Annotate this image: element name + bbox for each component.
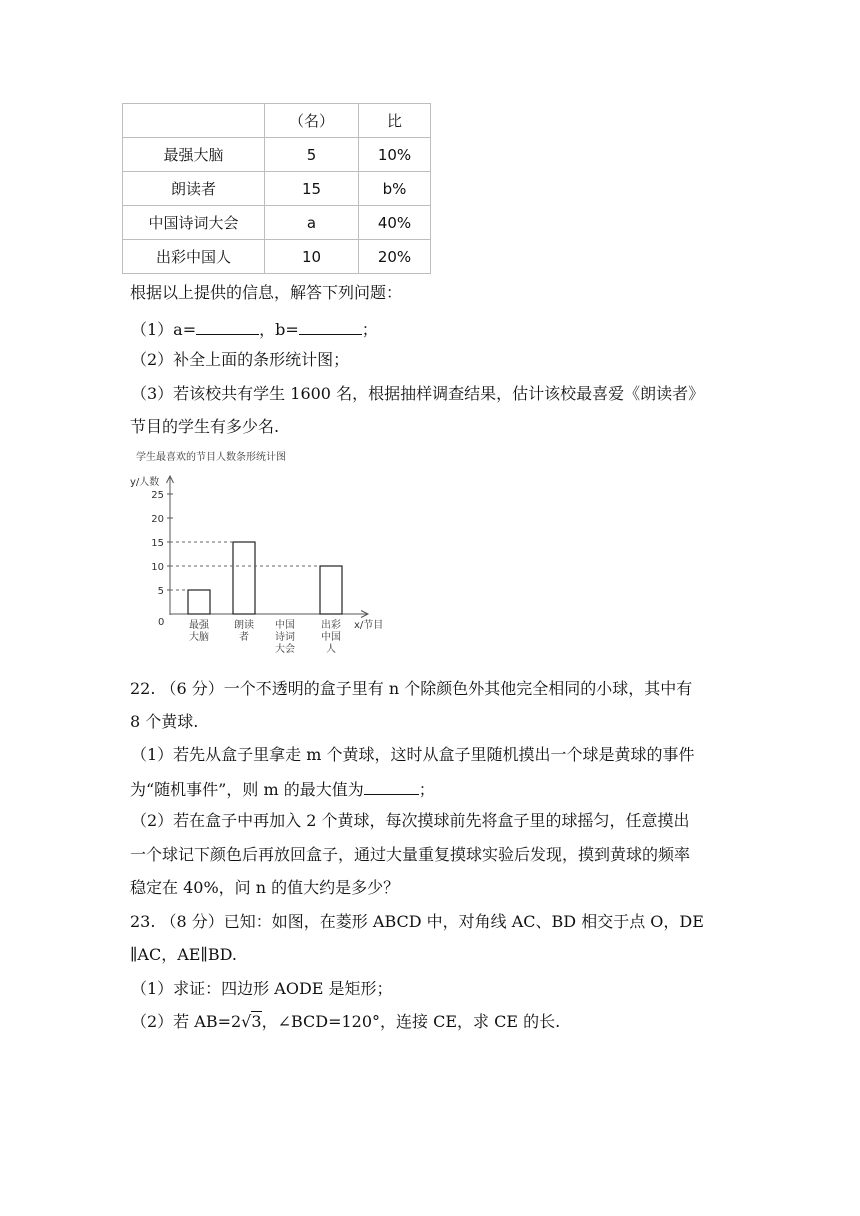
q21-part1-end: ；	[361, 320, 378, 339]
chart-title: 学生最喜欢的节目人数条形统计图	[136, 452, 286, 463]
sqrt-sign: √	[241, 1012, 252, 1031]
table-cell-ratio: 40%	[359, 206, 431, 240]
y-tick-label: 25	[151, 490, 164, 501]
chart-x-axis-label: x/节目	[354, 620, 384, 631]
q21-part1-a-label: （1）a=	[131, 320, 197, 339]
sqrt-radicand: 3	[251, 1012, 262, 1031]
x-category-label: 出彩	[321, 620, 341, 631]
x-category-label: 中国	[321, 632, 341, 643]
x-category-label: 中国	[275, 620, 295, 631]
q22-part2-line3: 稳定在 40%，问 n 的值大约是多少？	[130, 878, 400, 897]
table-row	[123, 240, 431, 274]
table-cell-count: 5	[265, 138, 359, 172]
bar-chart	[122, 447, 402, 663]
y-tick-label: 20	[151, 514, 164, 525]
q22-line2: 8 个黄球.	[130, 712, 199, 731]
table-cell-count: a	[265, 206, 359, 240]
table-cell-ratio: b%	[359, 172, 431, 206]
chart-origin-label: 0	[158, 617, 165, 628]
q21-part1-b-label: ，b=	[259, 320, 299, 339]
q22-line1: 22. （6 分）一个不透明的盒子里有 n 个除颜色外其他完全相同的小球，其中有	[130, 679, 693, 698]
q21-part3-line2: 节目的学生有多少名.	[130, 417, 280, 436]
table-cell-name: 出彩中国人	[123, 240, 265, 274]
table-cell-name: 最强大脑	[123, 138, 265, 172]
answer-blank-b[interactable]	[299, 318, 362, 335]
table-cell-name: 朗读者	[123, 172, 265, 206]
statistics-table	[122, 103, 431, 274]
q23-part1: （1）求证：四边形 AODE 是矩形；	[131, 979, 393, 998]
table-cell-ratio: 10%	[359, 138, 431, 172]
x-category-label: 最强	[189, 620, 209, 631]
x-category-label: 诗词	[275, 632, 295, 643]
table-cell-name: 中国诗词大会	[123, 206, 265, 240]
table-row	[123, 206, 431, 240]
chart-y-axis-label: y/人数	[130, 477, 160, 488]
q23-part2	[131, 1012, 560, 1032]
x-category-label: 大脑	[189, 632, 209, 643]
q21-part1	[131, 318, 378, 340]
q22-part2-line2: 一个球记下颜色后再放回盒子，通过大量重复摸球实验后发现，摸到黄球的频率	[130, 845, 691, 864]
table-cell-ratio: 20%	[359, 240, 431, 274]
table-cell-count: 10	[265, 240, 359, 274]
y-tick-label: 15	[151, 538, 164, 549]
y-tick-label: 10	[151, 562, 164, 573]
q21-part3-line1: （3）若该校共有学生 1600 名，根据抽样调查结果，估计该校最喜爱《朗读者》	[131, 384, 705, 403]
bar	[320, 566, 342, 614]
x-category-label: 者	[239, 632, 249, 643]
q22-part2-line1: （2）若在盒子中再加入 2 个黄球，每次摸球前先将盒子里的球摇匀，任意摸出	[131, 811, 690, 830]
q23-part2-a: （2）若 AB=2	[131, 1012, 242, 1031]
table-row	[123, 172, 431, 206]
q21-part2: （2）补全上面的条形统计图；	[131, 350, 350, 369]
q22-part1-text: 为“随机事件”，则 m 的最大值为	[130, 780, 364, 799]
q23-part2-b: ，∠BCD=120°，连接 CE，求 CE 的长.	[261, 1012, 561, 1031]
header-cell-name	[123, 104, 265, 138]
q23-line1: 23. （8 分）已知：如图，在菱形 ABCD 中，对角线 AC、BD 相交于点 O，DE	[130, 912, 704, 931]
y-tick-label: 5	[157, 586, 164, 597]
q22-part1-end: ；	[418, 780, 435, 799]
bar	[188, 590, 210, 614]
header-cell-count: （名）	[265, 104, 359, 138]
x-category-label: 大会	[275, 644, 295, 655]
q22-part1-line1: （1）若先从盒子里拿走 m 个黄球，这时从盒子里随机摸出一个球是黄球的事件	[131, 745, 695, 764]
table-cell-count: 15	[265, 172, 359, 206]
header-cell-ratio: 比	[359, 104, 431, 138]
answer-blank-a[interactable]	[196, 318, 259, 335]
table-row	[123, 138, 431, 172]
q23-line2: ∥AC，AE∥BD.	[130, 945, 237, 964]
q21-intro: 根据以上提供的信息，解答下列问题：	[130, 283, 403, 302]
answer-blank-m[interactable]	[364, 778, 419, 795]
x-category-label: 人	[326, 644, 336, 655]
q22-part1-line2	[130, 778, 435, 800]
x-category-label: 朗读	[234, 620, 254, 631]
bar	[233, 542, 255, 614]
chart-marks	[151, 490, 342, 655]
table-header-row	[123, 104, 431, 138]
